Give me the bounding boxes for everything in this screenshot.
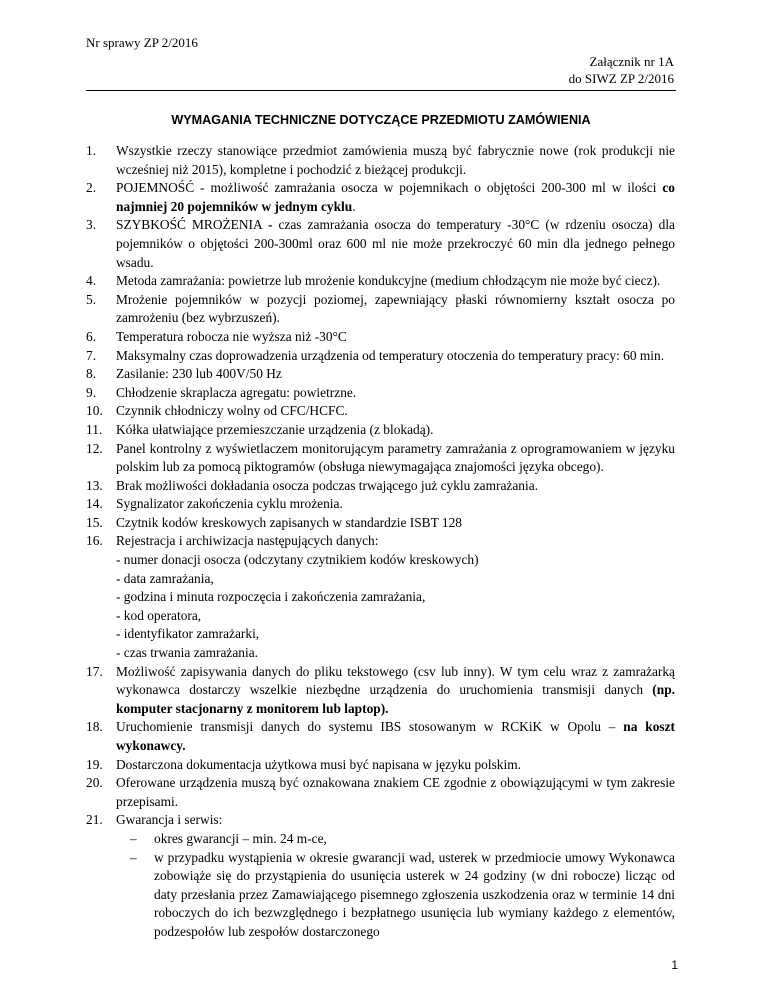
list-item: [86, 328, 675, 347]
list-item-text: [116, 347, 675, 366]
data-field-item: - kod operatora,: [116, 607, 202, 623]
list-item-number: 3.: [86, 217, 97, 233]
item-text: Sygnalizator zakończenia cyklu mrożenia.: [116, 496, 343, 512]
list-item-number: 18.: [86, 719, 103, 735]
list-item: [86, 514, 675, 533]
list-item-text: [116, 365, 675, 384]
attachment-label: Załącznik nr 1A: [589, 54, 674, 69]
item-bold-text: na koszt wykonawcy.: [116, 719, 676, 753]
list-item-text: [116, 421, 675, 440]
item-text: Temperatura robocza nie wyższa niż -30°C: [116, 328, 347, 344]
list-item-text: [116, 328, 675, 347]
item-text: Brak możliwości dokładania osocza podczas trwającego już cyklu zamrażania.: [116, 477, 538, 493]
item-text: Uruchomienie transmisji danych do systemu IBS stosowanym w RCKiK w Opolu –: [116, 719, 624, 735]
list-item-text: [116, 532, 675, 662]
data-field-item: - data zamrażania,: [116, 570, 214, 586]
data-field-item: - godzina i minuta rozpoczęcia i zakończenia zamrażania,: [116, 589, 426, 605]
list-item-number: 20.: [86, 775, 103, 791]
list-item: [86, 718, 675, 755]
list-item: [86, 440, 675, 477]
list-item-number: 6.: [86, 328, 97, 344]
document-title: WYMAGANIA TECHNICZNE DOTYCZĄCE PRZEDMIOTU ZAMÓWIENIA: [171, 113, 591, 127]
warranty-item-text: w przypadku wystąpienia w okresie gwarancji wad, usterek w przedmiocie umowy Wykonawca zobowiąże się do przystąpienia do usunięcia usterek w 24 godziny (w dni robocze) licząc od daty przesłania przez Zamawiającego pisemnego zgłoszenia uszkodzenia oraz w terminie 14 dni roboczych do ich bezwzględnego i bezpłatnego usunięcia lub wymiany każdego z elementów, podzespołów lub zespołów dostarczonego: [154, 849, 675, 939]
list-item: [86, 756, 675, 775]
list-item-text: [116, 774, 675, 811]
list-item-number: 4.: [86, 273, 97, 289]
list-item: [86, 774, 675, 811]
item-text: SZYBKOŚĆ MROŻENIA: [116, 217, 268, 233]
item-text: Chłodzenie skraplacza agregatu: powietrzne.: [116, 384, 357, 400]
list-item: [86, 142, 675, 179]
list-item-number: 16.: [86, 533, 103, 549]
item-text: Rejestracja i archiwizacja następujących danych:: [116, 533, 379, 549]
list-item-text: [116, 440, 675, 477]
siwz-reference: do SIWZ ZP 2/2016: [568, 71, 674, 86]
warranty-item: [116, 830, 675, 849]
dash-bullet: –: [130, 830, 137, 846]
list-item-number: 5.: [86, 291, 97, 307]
list-item-number: 11.: [86, 421, 103, 437]
list-item-text: [116, 384, 675, 403]
item-text: Mrożenie pojemników w pozycji poziomej, zapewniający płaski równomierny kształt osocza po zamrożeniu (bez wybrzuszeń).: [116, 291, 675, 326]
list-item-text: [116, 477, 675, 496]
item-text: Możliwość zapisywania danych do pliku tekstowego (csv lub inny). W tym celu wraz z zamrażarką wykonawca dostarczy wszelkie niezbędne urządzenia do uruchomienia transmisji danych: [116, 663, 675, 698]
list-item: [86, 216, 675, 272]
item-text: POJEMNOŚĆ - możliwość zamrażania osocza w pojemnikach o objętości 200-300 ml w ilości: [116, 180, 663, 196]
list-item: [86, 532, 675, 662]
list-item-text: [116, 811, 675, 941]
data-field-item: - czas trwania zamrażania.: [116, 645, 258, 661]
item-text: Czytnik kodów kreskowych zapisanych w standardzie ISBT 128: [116, 514, 462, 530]
list-item: [86, 291, 675, 328]
list-item-number: 19.: [86, 756, 103, 772]
list-item-number: 12.: [86, 440, 103, 456]
list-item-text: [116, 402, 675, 421]
list-item-text: [116, 756, 675, 775]
list-item-text: [116, 514, 675, 533]
data-field-item: - identyfikator zamrażarki,: [116, 626, 260, 642]
dash-bullet: –: [130, 849, 137, 865]
list-item-number: 15.: [86, 514, 103, 530]
list-item-number: 13.: [86, 477, 103, 493]
list-item: [86, 477, 675, 496]
list-item: [86, 179, 675, 216]
list-item-number: 10.: [86, 403, 103, 419]
list-item-text: [116, 272, 675, 291]
list-item-text: [116, 179, 675, 216]
item-text: Kółka ułatwiające przemieszczanie urządzenia (z blokadą).: [116, 421, 434, 437]
list-item: [86, 421, 675, 440]
list-item: [86, 384, 675, 403]
list-item-number: 2.: [86, 180, 97, 196]
list-item: [86, 365, 675, 384]
warranty-item: [116, 849, 675, 942]
list-item-number: 9.: [86, 384, 97, 400]
list-item-text: [116, 718, 675, 755]
list-item-number: 8.: [86, 366, 97, 382]
list-item: [86, 495, 675, 514]
item-text: Gwarancja i serwis:: [116, 812, 223, 828]
list-item-number: 21.: [86, 812, 103, 828]
list-item: [86, 402, 675, 421]
list-item: [86, 811, 675, 941]
list-item: [86, 663, 675, 719]
item-text: Maksymalny czas doprowadzenia urządzenia od temperatury otoczenia do temperatury pracy: 60 min.: [116, 347, 665, 363]
item-text: Wszystkie rzeczy stanowiące przedmiot zamówienia muszą być fabrycznie nowe (rok produkcji nie wcześniej niż 2015), kompletne i pochodzić z bieżącej produkcji.: [116, 143, 675, 177]
item-bold-text: co najmniej 20 pojemników w jednym cyklu: [116, 180, 675, 214]
requirements-list: [86, 142, 675, 942]
warranty-item-text: okres gwarancji – min. 24 m-ce,: [154, 830, 327, 846]
list-item-number: 14.: [86, 496, 103, 512]
case-number: Nr sprawy ZP 2/2016: [86, 35, 198, 50]
list-item-number: 17.: [86, 663, 103, 679]
item-bold-text: -: [267, 217, 273, 233]
data-field-item: - numer donacji osocza (odczytany czytnikiem kodów kreskowych): [116, 552, 479, 568]
item-text: Panel kontrolny z wyświetlaczem monitorującym parametry zamrażania z oprogramowaniem w języku polskim lub za pomocą piktogramów (obsługa niewymagająca znajomości języka obcego).: [116, 440, 675, 475]
list-item-number: 7.: [86, 347, 97, 363]
item-text: Oferowane urządzenia muszą być oznakowana znakiem CE zgodnie z obowiązującymi w tym zakresie przepisami.: [116, 775, 675, 809]
list-item-text: [116, 663, 675, 719]
attachment-reference: [569, 53, 674, 87]
item-text: Zasilanie: 230 lub 400V/50 Hz: [116, 366, 282, 382]
item-bold-text: (np. komputer stacjonarny z monitorem lub laptop).: [116, 682, 675, 716]
list-item-text: [116, 495, 675, 514]
list-item-text: [116, 216, 675, 272]
item-text: Metoda zamrażania: powietrze lub mrożenie kondukcyjne (medium chłodzącym nie może być ciecz).: [116, 273, 661, 289]
list-item-number: 1.: [86, 143, 97, 158]
item-text-tail: .: [352, 198, 356, 214]
list-item-text: [116, 142, 675, 179]
list-item-text: [116, 291, 675, 328]
header-rule: [86, 90, 676, 91]
page-number: 1: [671, 958, 678, 972]
list-item: [86, 347, 675, 366]
list-item: [86, 272, 675, 291]
item-text-tail: czas zamrażania osocza do temperatury -30°C (w rdzeniu osocza) dla pojemników o objętości 200-300ml oraz 600 ml nie może przekroczyć 60 min dla jednego pełnego wsadu.: [116, 217, 676, 270]
item-text: Dostarczona dokumentacja użytkowa musi być napisana w języku polskim.: [116, 756, 521, 772]
item-text: Czynnik chłodniczy wolny od CFC/HCFC.: [116, 403, 348, 419]
